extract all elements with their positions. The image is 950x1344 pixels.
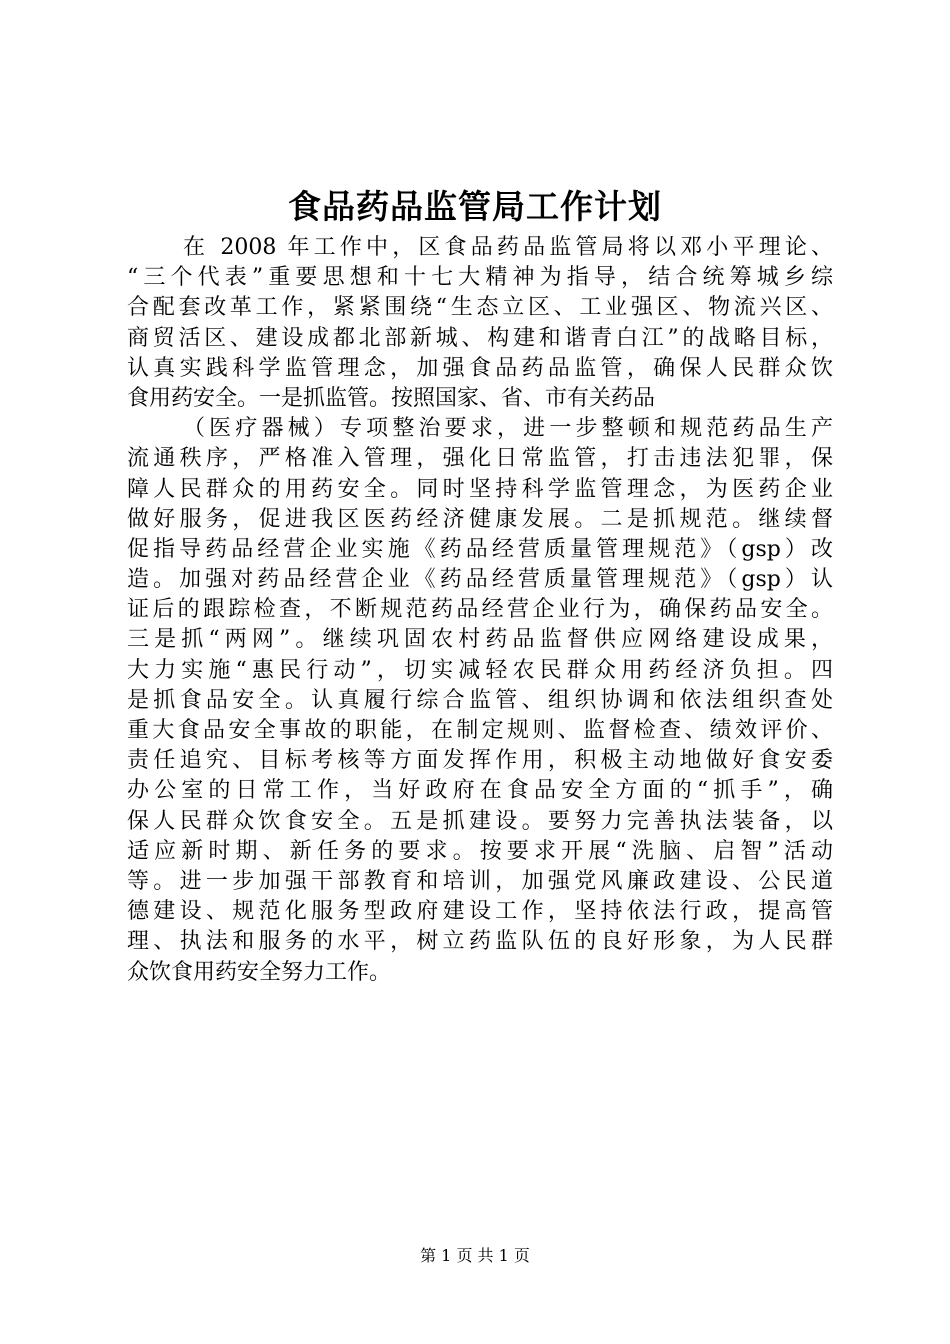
document-title: 食品药品监管局工作计划: [288, 187, 662, 226]
body-line: 是抓食品安全。认真履行综合监管、组织协调和依法组织查处: [127, 687, 833, 713]
body-line: 保人民群众饮食安全。五是抓建设。要努力完善执法装备，以: [127, 808, 833, 834]
body-line: 食用药安全。一是抓监管。按照国家、省、市有关药品: [127, 385, 656, 411]
body-line: 商贸活区、建设成都北部新城、构建和谐青白江”的战略目标，: [127, 325, 833, 351]
body-line: 障人民群众的用药安全。同时坚持科学监管理念，为医药企业: [127, 476, 833, 502]
body-line: 大力实施“惠民行动”，切实减轻农民群众用药经济负担。四: [127, 657, 833, 683]
body-line: 三是抓“两网”。继续巩固农村药品监督供应网络建设成果，: [127, 627, 833, 653]
body-line: 做好服务，促进我区医药经济健康发展。二是抓规范。继续督: [127, 506, 833, 532]
body-line: 众饮食用药安全努力工作。: [127, 959, 392, 985]
body-line: 造。加强对药品经营企业《药品经营质量管理规范》（gsp）认: [127, 567, 833, 593]
body-line: 等。进一步加强干部教育和培训，加强党风廉政建设、公民道: [127, 868, 833, 894]
body-line: 流通秩序，严格准入管理，强化日常监管，打击违法犯罪，保: [127, 446, 833, 472]
body-line: 办公室的日常工作，当好政府在食品安全方面的“抓手”，确: [127, 778, 833, 804]
body-line: 证后的跟踪检查，不断规范药品经营企业行为，确保药品安全。: [127, 597, 833, 623]
body-line: 在 2008 年工作中，区食品药品监管局将以邓小平理论、: [183, 235, 833, 260]
body-line: 认真实践科学监管理念，加强食品药品监管，确保人民群众饮: [127, 355, 833, 381]
body-line: 德建设、规范化服务型政府建设工作，坚持依法行政，提高管: [127, 899, 833, 925]
document-body: [127, 233, 833, 988]
body-line: （医疗器械）专项整治要求，进一步整顿和规范药品生产: [183, 416, 833, 442]
body-line: “三个代表”重要思想和十七大精神为指导，结合统筹城乡综: [127, 265, 833, 291]
body-line: 促指导药品经营企业实施《药品经营质量管理规范》（gsp）改: [127, 536, 833, 562]
page-footer: 第 1 页 共 1 页: [420, 1246, 530, 1265]
body-line: 重大食品安全事故的职能，在制定规则、监督检查、绩效评价、: [127, 718, 833, 743]
body-line: 理、执法和服务的水平，树立药监队伍的良好形象，为人民群: [127, 929, 833, 955]
body-line: 责任追究、目标考核等方面发挥作用，积极主动地做好食安委: [127, 748, 833, 774]
body-line: 合配套改革工作，紧紧围绕“生态立区、工业强区、物流兴区、: [127, 295, 833, 321]
body-line: 适应新时期、新任务的要求。按要求开展“洗脑、启智”活动: [127, 838, 833, 864]
